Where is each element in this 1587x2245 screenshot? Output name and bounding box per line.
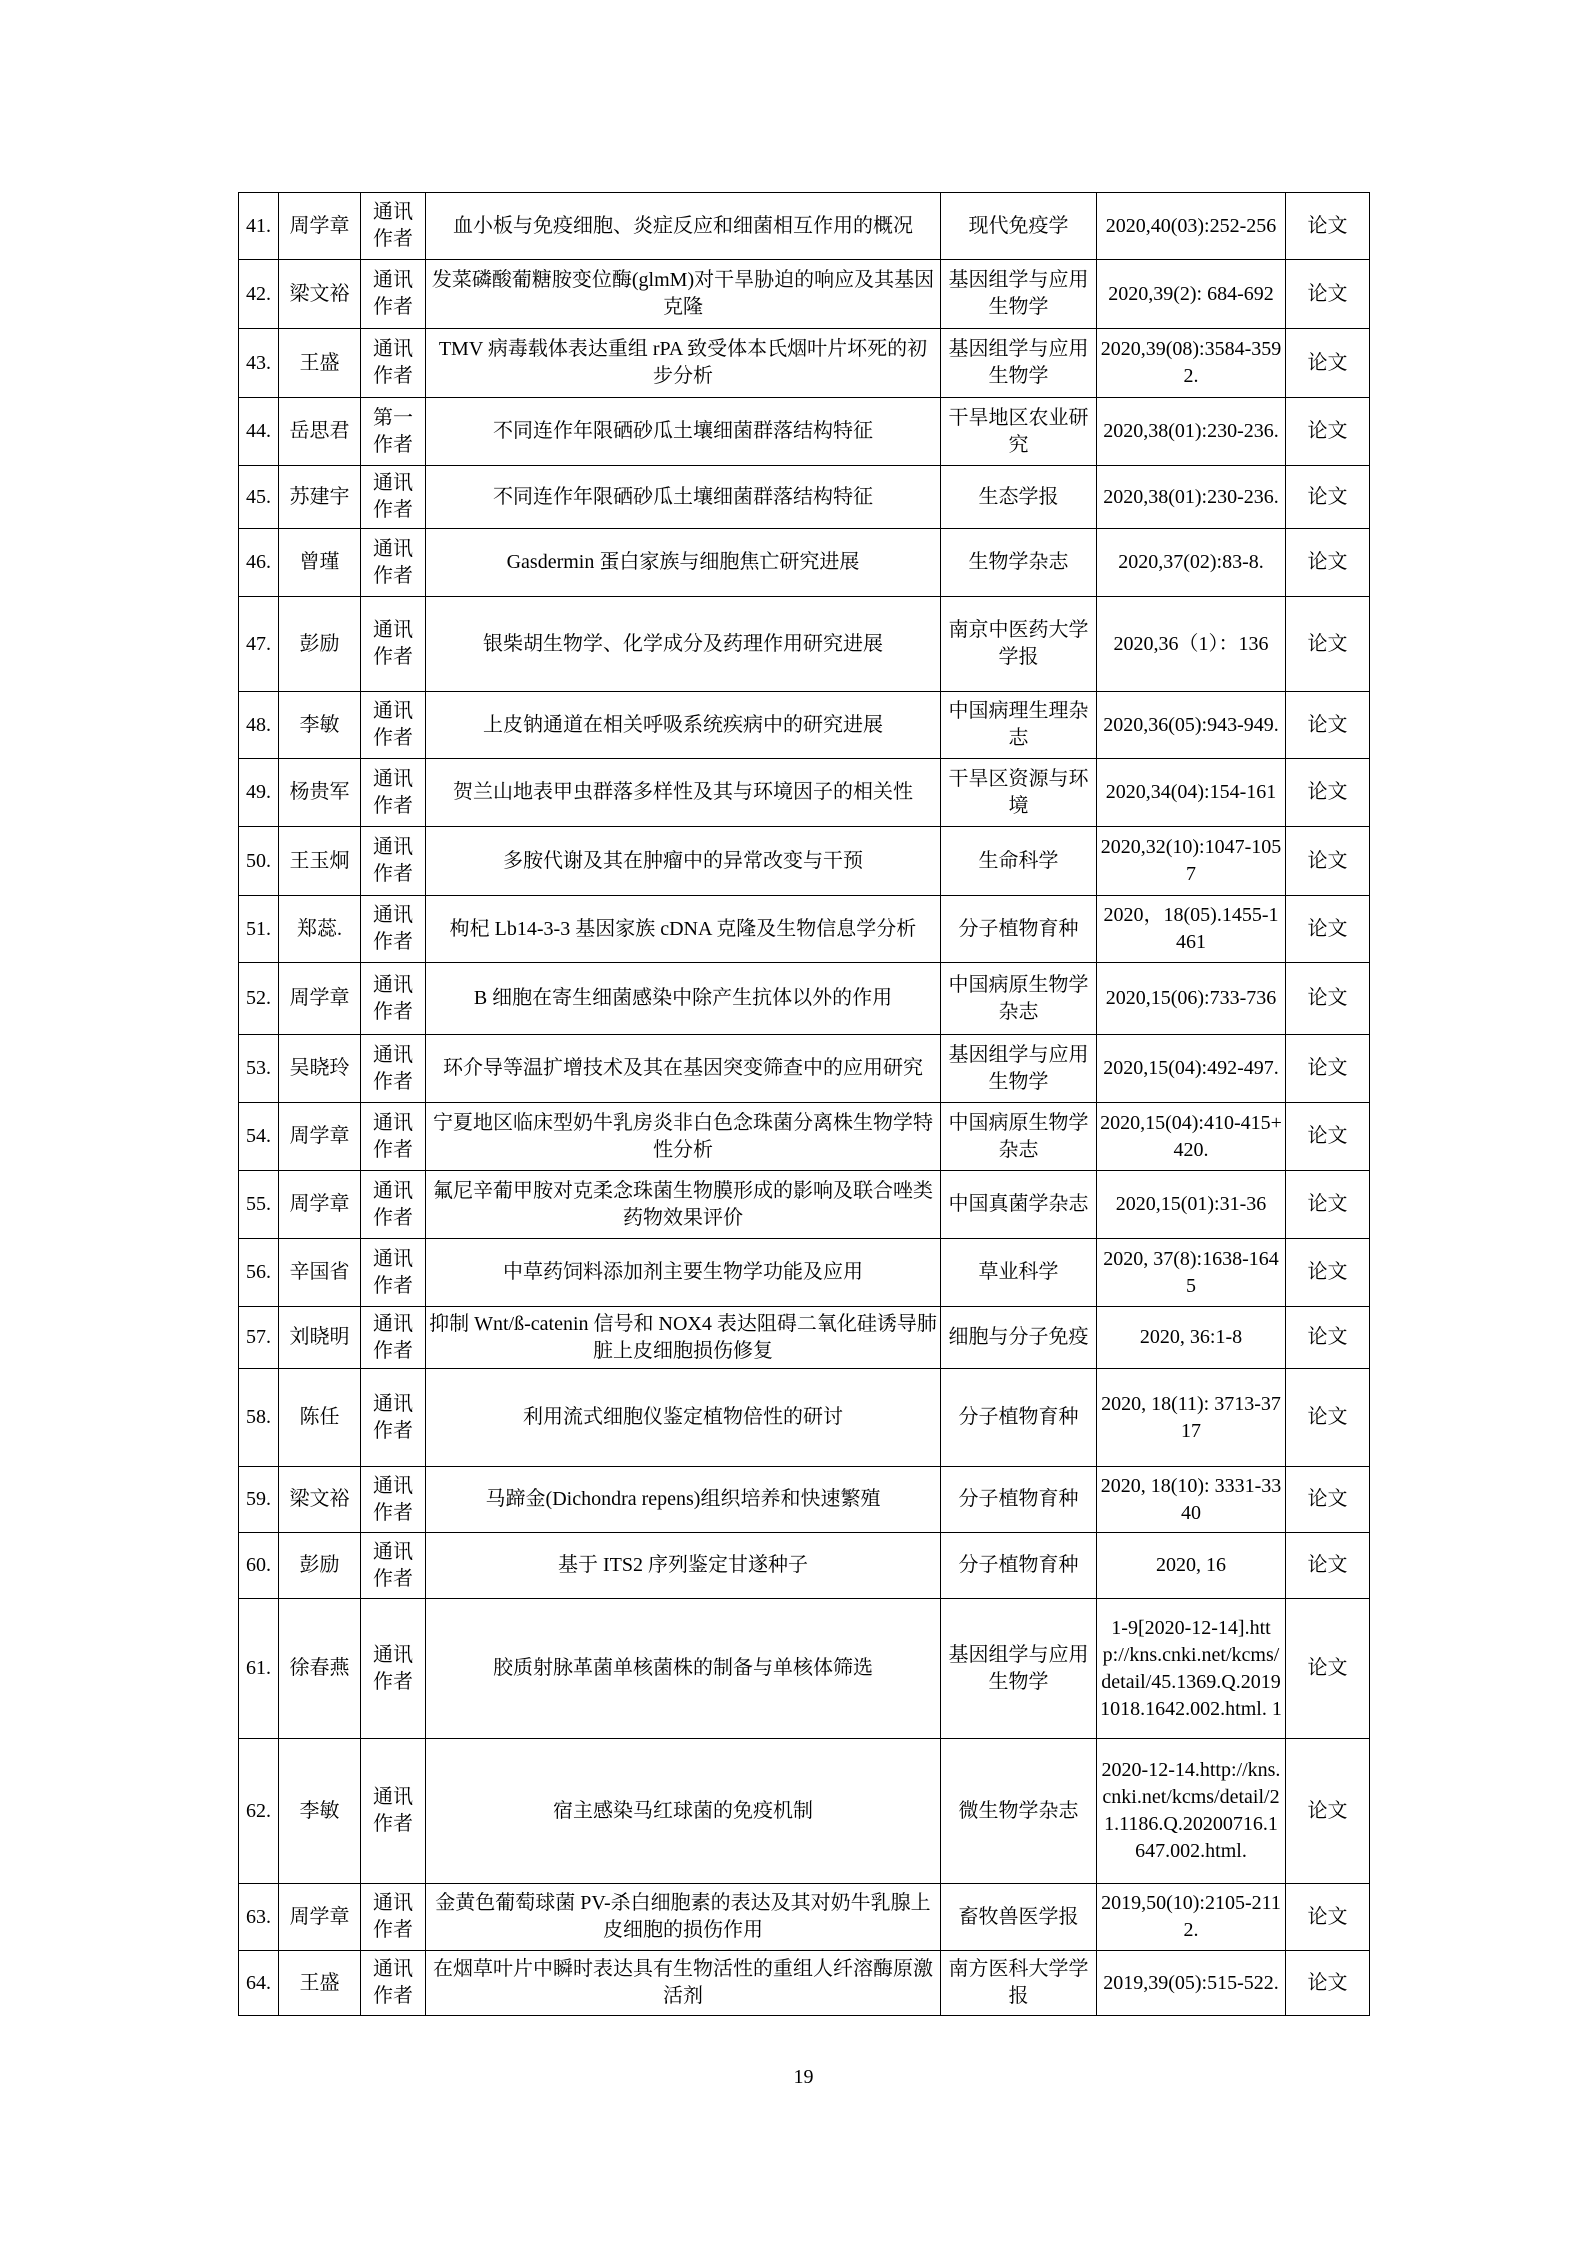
author-cell: 李敏: [279, 692, 361, 759]
citation-cell: 2020,15(01):31-36: [1097, 1171, 1286, 1239]
author-cell: 周学章: [279, 1884, 361, 1951]
paper-title-cell: 金黄色葡萄球菌 PV-杀白细胞素的表达及其对奶牛乳腺上皮细胞的损伤作用: [426, 1884, 941, 1951]
citation-cell: 2020，18(05).1455-1461: [1097, 896, 1286, 963]
paper-type-cell: 论文: [1286, 260, 1370, 329]
author-role-cell: 通讯作者: [361, 466, 426, 529]
journal-cell: 中国病理生理杂志: [941, 692, 1097, 759]
paper-type-cell: 论文: [1286, 759, 1370, 827]
table-row: [239, 193, 1370, 260]
paper-title-cell: 不同连作年限硒砂瓜土壤细菌群落结构特征: [426, 398, 941, 466]
journal-cell: 畜牧兽医学报: [941, 1884, 1097, 1951]
journal-cell: 现代免疫学: [941, 193, 1097, 260]
row-index-cell: 56.: [239, 1239, 279, 1307]
paper-title-cell: 宁夏地区临床型奶牛乳房炎非白色念珠菌分离株生物学特性分析: [426, 1103, 941, 1171]
paper-title-cell: 在烟草叶片中瞬时表达具有生物活性的重组人纤溶酶原激活剂: [426, 1951, 941, 2016]
row-index-cell: 60.: [239, 1533, 279, 1599]
author-cell: 周学章: [279, 1171, 361, 1239]
row-index-cell: 61.: [239, 1599, 279, 1739]
publications-table: [238, 192, 1370, 2016]
author-role-cell: 通讯作者: [361, 1239, 426, 1307]
paper-title-cell: 中草药饲料添加剂主要生物学功能及应用: [426, 1239, 941, 1307]
table-row: [239, 692, 1370, 759]
table-row: [239, 1035, 1370, 1103]
author-cell: 彭励: [279, 597, 361, 692]
paper-type-cell: 论文: [1286, 1884, 1370, 1951]
citation-cell: 2020, 36:1-8: [1097, 1307, 1286, 1369]
citation-cell: 2020,32(10):1047-1057: [1097, 827, 1286, 896]
table-row: [239, 1884, 1370, 1951]
author-role-cell: 通讯作者: [361, 1035, 426, 1103]
table-row: [239, 329, 1370, 398]
author-role-cell: 通讯作者: [361, 1467, 426, 1533]
author-role-cell: 通讯作者: [361, 1533, 426, 1599]
row-index-cell: 51.: [239, 896, 279, 963]
author-cell: 周学章: [279, 1103, 361, 1171]
author-cell: 王玉炯: [279, 827, 361, 896]
author-role-cell: 第一作者: [361, 398, 426, 466]
citation-cell: 2020,40(03):252-256: [1097, 193, 1286, 260]
author-role-cell: 通讯作者: [361, 1884, 426, 1951]
paper-type-cell: 论文: [1286, 827, 1370, 896]
table-row: [239, 1307, 1370, 1369]
citation-cell: 2020, 18(10): 3331-3340: [1097, 1467, 1286, 1533]
paper-title-cell: 血小板与免疫细胞、炎症反应和细菌相互作用的概况: [426, 193, 941, 260]
paper-title-cell: 马蹄金(Dichondra repens)组织培养和快速繁殖: [426, 1467, 941, 1533]
table-row: [239, 1239, 1370, 1307]
journal-cell: 微生物学杂志: [941, 1739, 1097, 1884]
author-role-cell: 通讯作者: [361, 1951, 426, 2016]
paper-type-cell: 论文: [1286, 1239, 1370, 1307]
table-row: [239, 1103, 1370, 1171]
author-cell: 杨贵军: [279, 759, 361, 827]
row-index-cell: 54.: [239, 1103, 279, 1171]
journal-cell: 生命科学: [941, 827, 1097, 896]
table-row: [239, 260, 1370, 329]
paper-type-cell: 论文: [1286, 1739, 1370, 1884]
table-row: [239, 1599, 1370, 1739]
row-index-cell: 41.: [239, 193, 279, 260]
journal-cell: 细胞与分子免疫: [941, 1307, 1097, 1369]
paper-title-cell: 环介导等温扩增技术及其在基因突变筛查中的应用研究: [426, 1035, 941, 1103]
author-cell: 苏建宇: [279, 466, 361, 529]
paper-title-cell: 胶质射脉革菌单核菌株的制备与单核体筛选: [426, 1599, 941, 1739]
author-role-cell: 通讯作者: [361, 193, 426, 260]
author-role-cell: 通讯作者: [361, 1369, 426, 1467]
row-index-cell: 62.: [239, 1739, 279, 1884]
table-row: [239, 896, 1370, 963]
paper-title-cell: 基于 ITS2 序列鉴定甘遂种子: [426, 1533, 941, 1599]
author-role-cell: 通讯作者: [361, 1599, 426, 1739]
paper-type-cell: 论文: [1286, 1533, 1370, 1599]
row-index-cell: 47.: [239, 597, 279, 692]
author-role-cell: 通讯作者: [361, 896, 426, 963]
journal-cell: 中国病原生物学杂志: [941, 1103, 1097, 1171]
author-cell: 徐春燕: [279, 1599, 361, 1739]
table-row: [239, 1171, 1370, 1239]
paper-title-cell: 氟尼辛葡甲胺对克柔念珠菌生物膜形成的影响及联合唑类药物效果评价: [426, 1171, 941, 1239]
author-cell: 吴晓玲: [279, 1035, 361, 1103]
table-row: [239, 398, 1370, 466]
paper-title-cell: B 细胞在寄生细菌感染中除产生抗体以外的作用: [426, 963, 941, 1035]
paper-type-cell: 论文: [1286, 398, 1370, 466]
author-cell: 彭励: [279, 1533, 361, 1599]
row-index-cell: 58.: [239, 1369, 279, 1467]
author-cell: 刘晓明: [279, 1307, 361, 1369]
paper-title-cell: 利用流式细胞仪鉴定植物倍性的研讨: [426, 1369, 941, 1467]
table-row: [239, 827, 1370, 896]
author-role-cell: 通讯作者: [361, 1103, 426, 1171]
row-index-cell: 55.: [239, 1171, 279, 1239]
paper-title-cell: 发菜磷酸葡糖胺变位酶(glmM)对干旱胁迫的响应及其基因克隆: [426, 260, 941, 329]
journal-cell: 干旱区资源与环境: [941, 759, 1097, 827]
citation-cell: 2019,50(10):2105-2112.: [1097, 1884, 1286, 1951]
paper-title-cell: 上皮钠通道在相关呼吸系统疾病中的研究进展: [426, 692, 941, 759]
author-role-cell: 通讯作者: [361, 963, 426, 1035]
row-index-cell: 50.: [239, 827, 279, 896]
paper-title-cell: 抑制 Wnt/ß-catenin 信号和 NOX4 表达阻碍二氧化硅诱导肺脏上皮细胞损伤修复: [426, 1307, 941, 1369]
paper-type-cell: 论文: [1286, 329, 1370, 398]
citation-cell: 2020, 37(8):1638-1645: [1097, 1239, 1286, 1307]
paper-title-cell: 多胺代谢及其在肿瘤中的异常改变与干预: [426, 827, 941, 896]
paper-title-cell: 不同连作年限硒砂瓜土壤细菌群落结构特征: [426, 466, 941, 529]
paper-type-cell: 论文: [1286, 1307, 1370, 1369]
citation-cell: 2020,39(08):3584-3592.: [1097, 329, 1286, 398]
paper-type-cell: 论文: [1286, 466, 1370, 529]
row-index-cell: 45.: [239, 466, 279, 529]
row-index-cell: 48.: [239, 692, 279, 759]
journal-cell: 南京中医药大学学报: [941, 597, 1097, 692]
paper-title-cell: Gasdermin 蛋白家族与细胞焦亡研究进展: [426, 529, 941, 597]
paper-type-cell: 论文: [1286, 1035, 1370, 1103]
paper-title-cell: 宿主感染马红球菌的免疫机制: [426, 1739, 941, 1884]
table-row: [239, 963, 1370, 1035]
journal-cell: 分子植物育种: [941, 1533, 1097, 1599]
citation-cell: 2020,36（1）：136: [1097, 597, 1286, 692]
citation-cell: 2020,37(02):83-8.: [1097, 529, 1286, 597]
author-cell: 曾瑾: [279, 529, 361, 597]
author-cell: 王盛: [279, 1951, 361, 2016]
paper-type-cell: 论文: [1286, 1103, 1370, 1171]
paper-type-cell: 论文: [1286, 1467, 1370, 1533]
journal-cell: 分子植物育种: [941, 1467, 1097, 1533]
citation-cell: 2020,36(05):943-949.: [1097, 692, 1286, 759]
row-index-cell: 63.: [239, 1884, 279, 1951]
paper-type-cell: 论文: [1286, 529, 1370, 597]
author-cell: 陈任: [279, 1369, 361, 1467]
author-role-cell: 通讯作者: [361, 260, 426, 329]
paper-title-cell: 银柴胡生物学、化学成分及药理作用研究进展: [426, 597, 941, 692]
author-role-cell: 通讯作者: [361, 1307, 426, 1369]
journal-cell: 草业科学: [941, 1239, 1097, 1307]
page-number: 19: [793, 2066, 814, 2088]
row-index-cell: 64.: [239, 1951, 279, 2016]
table-row: [239, 759, 1370, 827]
author-role-cell: 通讯作者: [361, 759, 426, 827]
paper-type-cell: 论文: [1286, 597, 1370, 692]
paper-title-cell: TMV 病毒载体表达重组 rPA 致受体本氏烟叶片坏死的初步分析: [426, 329, 941, 398]
author-role-cell: 通讯作者: [361, 692, 426, 759]
author-cell: 周学章: [279, 193, 361, 260]
paper-type-cell: 论文: [1286, 896, 1370, 963]
row-index-cell: 59.: [239, 1467, 279, 1533]
row-index-cell: 49.: [239, 759, 279, 827]
row-index-cell: 44.: [239, 398, 279, 466]
journal-cell: 基因组学与应用生物学: [941, 1035, 1097, 1103]
author-role-cell: 通讯作者: [361, 529, 426, 597]
paper-type-cell: 论文: [1286, 1369, 1370, 1467]
row-index-cell: 42.: [239, 260, 279, 329]
journal-cell: 基因组学与应用生物学: [941, 1599, 1097, 1739]
paper-type-cell: 论文: [1286, 193, 1370, 260]
citation-cell: 2020,38(01):230-236.: [1097, 398, 1286, 466]
author-role-cell: 通讯作者: [361, 827, 426, 896]
journal-cell: 基因组学与应用生物学: [941, 329, 1097, 398]
journal-cell: 基因组学与应用生物学: [941, 260, 1097, 329]
table-row: [239, 466, 1370, 529]
table-row: [239, 597, 1370, 692]
journal-cell: 中国病原生物学杂志: [941, 963, 1097, 1035]
author-cell: 岳思君: [279, 398, 361, 466]
citation-cell: 2020, 16: [1097, 1533, 1286, 1599]
row-index-cell: 43.: [239, 329, 279, 398]
row-index-cell: 53.: [239, 1035, 279, 1103]
table-row: [239, 1369, 1370, 1467]
author-cell: 辛国省: [279, 1239, 361, 1307]
citation-cell: 2020,38(01):230-236.: [1097, 466, 1286, 529]
journal-cell: 南方医科大学学报: [941, 1951, 1097, 2016]
citation-cell: 1-9[2020-12-14].http://kns.cnki.net/kcms/detail/45.1369.Q.20191018.1642.002.html. 1: [1097, 1599, 1286, 1739]
journal-cell: 生态学报: [941, 466, 1097, 529]
table-row: [239, 1467, 1370, 1533]
citation-cell: 2020,39(2): 684-692: [1097, 260, 1286, 329]
citation-cell: 2020,34(04):154-161: [1097, 759, 1286, 827]
row-index-cell: 52.: [239, 963, 279, 1035]
journal-cell: 分子植物育种: [941, 896, 1097, 963]
row-index-cell: 46.: [239, 529, 279, 597]
author-cell: 王盛: [279, 329, 361, 398]
author-cell: 郑蕊.: [279, 896, 361, 963]
paper-type-cell: 论文: [1286, 692, 1370, 759]
author-cell: 梁文裕: [279, 260, 361, 329]
paper-type-cell: 论文: [1286, 1599, 1370, 1739]
paper-type-cell: 论文: [1286, 963, 1370, 1035]
row-index-cell: 57.: [239, 1307, 279, 1369]
author-role-cell: 通讯作者: [361, 329, 426, 398]
citation-cell: 2019,39(05):515-522.: [1097, 1951, 1286, 2016]
journal-cell: 中国真菌学杂志: [941, 1171, 1097, 1239]
citation-cell: 2020,15(06):733-736: [1097, 963, 1286, 1035]
table-row: [239, 1533, 1370, 1599]
journal-cell: 分子植物育种: [941, 1369, 1097, 1467]
author-role-cell: 通讯作者: [361, 1739, 426, 1884]
table-row: [239, 529, 1370, 597]
citation-cell: 2020,15(04):410-415+420.: [1097, 1103, 1286, 1171]
paper-title-cell: 贺兰山地表甲虫群落多样性及其与环境因子的相关性: [426, 759, 941, 827]
paper-type-cell: 论文: [1286, 1951, 1370, 2016]
author-role-cell: 通讯作者: [361, 597, 426, 692]
citation-cell: 2020,15(04):492-497.: [1097, 1035, 1286, 1103]
paper-type-cell: 论文: [1286, 1171, 1370, 1239]
table-row: [239, 1951, 1370, 2016]
journal-cell: 生物学杂志: [941, 529, 1097, 597]
citation-cell: 2020, 18(11): 3713-3717: [1097, 1369, 1286, 1467]
citation-cell: 2020-12-14.http://kns.cnki.net/kcms/detail/21.1186.Q.20200716.1647.002.html.: [1097, 1739, 1286, 1884]
author-cell: 周学章: [279, 963, 361, 1035]
table-row: [239, 1739, 1370, 1884]
author-cell: 李敏: [279, 1739, 361, 1884]
author-cell: 梁文裕: [279, 1467, 361, 1533]
paper-title-cell: 枸杞 Lb14-3-3 基因家族 cDNA 克隆及生物信息学分析: [426, 896, 941, 963]
author-role-cell: 通讯作者: [361, 1171, 426, 1239]
journal-cell: 干旱地区农业研究: [941, 398, 1097, 466]
